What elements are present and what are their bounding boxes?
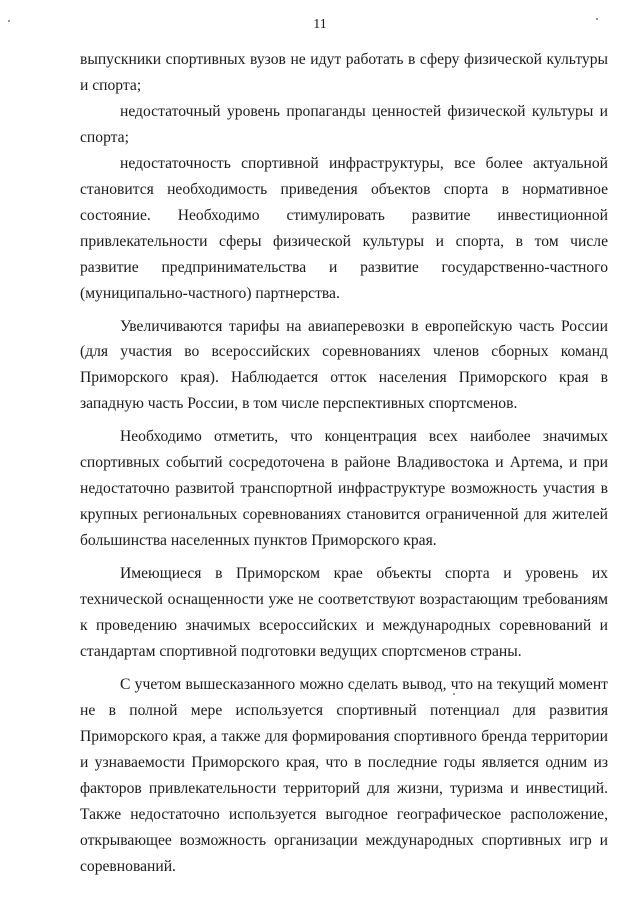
paragraph-7: С учетом вышесказанного можно сделать вывод, что на текущий момент не в полной мере используется спортивный потенциал для развития Приморского края, а также для формирования спортивного бренда территории и узнаваемости Приморского края, что в последние годы является одним из факторов привлекательности территорий для жизни, туризма и инвестиций. Также недостаточно используется выгодное географическое расположение, открывающее возможность организации международных спортивных игр и соревнований. (80, 675, 608, 875)
paragraph-4: Увеличиваются тарифы на авиаперевозки в европейскую часть России (для участия во всероссийских соревнованиях членов сборных команд Приморского края). Наблюдается отток населения Приморского края в западную часть России, в том числе перспективных спортсменов. (80, 317, 608, 413)
scan-speck (596, 18, 598, 20)
page-number: 11 (313, 17, 327, 32)
paragraph-6: Имеющиеся в Приморском крае объекты спорта и уровень их технической оснащенности уже не соответствуют возрастающим требованиям к проведению значимых всероссийских и международных соревнований и стандартам спортивной подготовки ведущих спортсменов страны. (80, 565, 608, 660)
paragraph-3: недостаточность спортивной инфраструктуры, все более актуальной становится необходимость приведения объектов спорта в нормативное состояние. Необходимо стимулировать развитие инвестиционной привлекательности сферы физической культуры и спорта, в том числе развитие предпринимательства и развитие государственно-частного (муниципально-частного) партнерства. (80, 154, 608, 302)
paragraph-5: Необходимо отметить, что концентрация всех наиболее значимых спортивных событий сосредоточена в районе Владивостока и Артема, и при недостаточно развитой транспортной инфраструктуре возможность участия в крупных региональных соревнованиях становится ограниченной для жителей большинства населенных пунктов Приморского края. (80, 428, 608, 550)
document-body (80, 47, 608, 880)
scan-speck (453, 693, 455, 695)
scan-speck (8, 20, 10, 22)
paragraph-2: недостаточный уровень пропаганды ценностей физической культуры и спорта; (80, 102, 608, 146)
paragraph-1: выпускники спортивных вузов не идут работать в сферу физической культуры и спорта; (80, 51, 608, 94)
